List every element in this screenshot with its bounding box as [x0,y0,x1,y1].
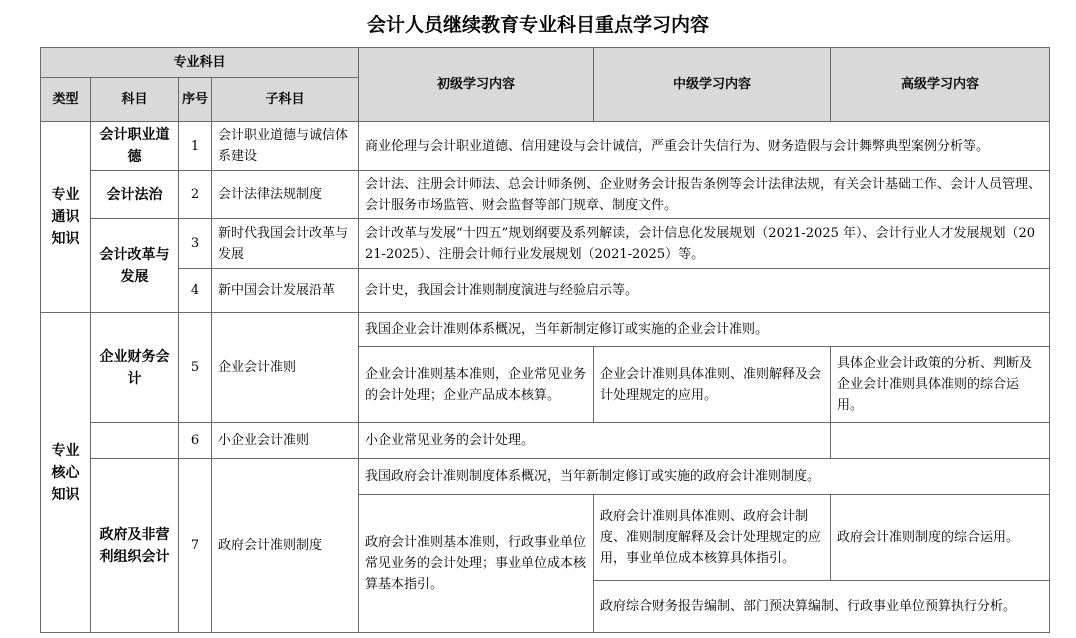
subject-small-enterprise-blank [91,423,179,459]
type-general-knowledge: 专业通识知识 [41,122,91,313]
content-enterprise-common: 我国企业会计准则体系概况，当年新制定修订或实施的企业会计准则。 [359,313,1050,347]
seq-1: 1 [179,122,212,171]
header-intermediate-content: 中级学习内容 [594,48,831,122]
header-subject: 科目 [91,78,179,122]
type-core-knowledge: 专业核心知识 [41,313,91,633]
page-title: 会计人员继续教育专业科目重点学习内容 [366,14,709,36]
subject-government-accounting: 政府及非营利组织会计 [91,459,179,633]
content-government-senior: 政府会计准则制度的综合运用。 [831,495,1050,581]
empty-senior-cell [831,423,1050,459]
content-enterprise-junior: 企业会计准则基本准则，企业常见业务的会计处理；企业产品成本核算。 [359,347,594,423]
content-law: 会计法、注册会计师法、总会计师条例、企业财务会计报告条例等会计法律法规，有关会计基础工作、会计人员管理、会计服务市场监管、财会监督等部门规章、制度文件。 [359,171,1050,219]
content-small-enterprise: 小企业常见业务的会计处理。 [359,423,831,459]
content-government-intermediate: 政府会计准则具体准则、政府会计制度、准则制度解释及会计处理规定的应用，事业单位成本核算具体指引。 [594,495,831,581]
seq-2: 2 [179,171,212,219]
sub-subject-government-standards: 政府会计准则制度 [212,459,359,633]
content-history: 会计史，我国会计准则制度演进与经验启示等。 [359,269,1050,313]
subject-ethics: 会计职业道德 [91,122,179,171]
subject-law: 会计法治 [91,171,179,219]
subject-enterprise-accounting: 企业财务会计 [91,313,179,423]
header-type: 类型 [41,78,91,122]
content-enterprise-intermediate: 企业会计准则具体准则、准则解释及会计处理规定的应用。 [594,347,831,423]
seq-5: 5 [179,313,212,423]
header-senior-content: 高级学习内容 [831,48,1050,122]
sub-subject-ethics: 会计职业道德与诚信体系建设 [212,122,359,171]
header-sub-subject: 子科目 [212,78,359,122]
header-junior-content: 初级学习内容 [359,48,594,122]
sub-subject-history: 新中国会计发展沿革 [212,269,359,313]
study-content-table [40,47,1050,633]
content-reform: 会计改革与发展“十四五”规划纲要及系列解读，会计信息化发展规划（2021-2025 年）、会计行业人才发展规划（2021-2025）、注册会计师行业发展规划（2021-2025）等。 [359,219,1050,269]
sub-subject-reform: 新时代我国会计改革与发展 [212,219,359,269]
seq-3: 3 [179,219,212,269]
sub-subject-small-enterprise: 小企业会计准则 [212,423,359,459]
content-government-reporting: 政府综合财务报告编制、部门预决算编制、行政事业单位预算执行分析。 [594,581,1050,633]
content-government-junior: 政府会计准则基本准则，行政事业单位常见业务的会计处理；事业单位成本核算基本指引。 [359,495,594,633]
header-professional-subjects: 专业科目 [41,48,359,78]
header-seq: 序号 [179,78,212,122]
sub-subject-law: 会计法律法规制度 [212,171,359,219]
sub-subject-enterprise-standards: 企业会计准则 [212,313,359,423]
content-government-common: 我国政府会计准则制度体系概况，当年新制定修订或实施的政府会计准则制度。 [359,459,1050,495]
seq-4: 4 [179,269,212,313]
content-ethics: 商业伦理与会计职业道德、信用建设与会计诚信，严重会计失信行为、财务造假与会计舞弊典型案例分析等。 [359,122,1050,171]
seq-6: 6 [179,423,212,459]
subject-reform: 会计改革与发展 [91,219,179,313]
content-enterprise-senior: 具体企业会计政策的分析、判断及企业会计准则具体准则的综合运用。 [831,347,1050,423]
seq-7: 7 [179,459,212,633]
